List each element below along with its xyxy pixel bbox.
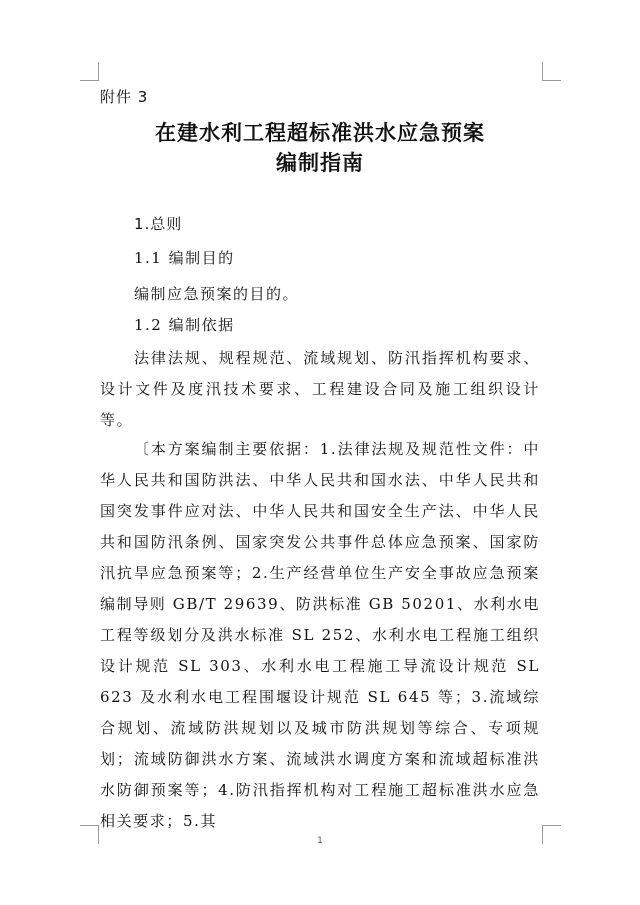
crop-mark-top-right <box>542 62 561 81</box>
crop-mark-top-left <box>80 62 99 81</box>
purpose-paragraph: 编制应急预案的目的。 <box>134 285 300 303</box>
subsection-heading-basis: 1.2 编制依据 <box>134 316 235 334</box>
subsection-heading-purpose: 1.1 编制目的 <box>134 249 235 267</box>
page-number: 1 <box>317 836 323 846</box>
basis-paragraph: 法律法规、规程规范、流域规划、防汛指挥机构要求、设计文件及度汛技术要求、工程建设合同及施工组织设计等。 <box>100 349 540 429</box>
attachment-label: 附件 3 <box>100 88 149 106</box>
section-heading-general: 1.总则 <box>134 215 183 233</box>
document-title-line-1: 在建水利工程超标准洪水应急预案 <box>155 120 485 145</box>
document-title-line-2: 编制指南 <box>276 150 364 175</box>
basis-note-paragraph: 〔本方案编制主要依据：1.法律法规及规范性文件：中华人民共和国防洪法、中华人民共和国水法、中华人民共和国突发事件应对法、中华人民共和国安全生产法、中华人民共和国防汛条例、国家突发公共事件总体应急预案、国家防汛抗旱应急预案等；2.生产经营单位生产安全事故应急预案编制导则 GB/T 29639、防洪标准 GB 50201、水利水电工程等级划分及洪水标准 SL 252、水利水电工程施工组织设计规范 SL 303、水利水电工程施工导流设计规范 SL 623 及水利水电工程围堰设计规范 SL 645 等；3.流域综合规划、流域防洪规划以及城市防洪规划等综合、专项规划；流域防御洪水方案、流域洪水调度方案和流域超标准洪水防御预案等；4.防汛指挥机构对工程施工超标准洪水应急相关要求；5.其 <box>100 440 540 830</box>
